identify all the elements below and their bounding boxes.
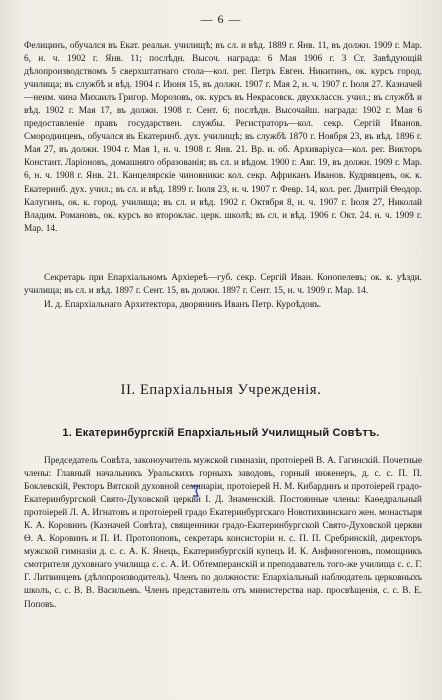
staff-paragraph: Фелицинъ, обучался въ Екат. реальн. училищѣ; въ сл. и вѣд. 1889 г. Янв. 11, въ должн. 1909 г. Мар. 6, н. ч. 1902 г. Янв. 11; послѣдн. Высоч. награда: 6 Мая 1906 г. 3 Ст. Завѣдующій дѣлопроизводствомъ 5 сверхштатнаго стола—кол. рег. Петръ Евген. Никитинъ, ок. курсъ город. училища; въ службѣ и вѣд. 1904 г. Июня 15, въ должн. 1907 г. Мая 2, н. ч. 1907 г. Іюля 27. Казначей—неим. чина Михаилъ Григор. Морозовъ, ок. курсъ въ Некрасовск. двухклассн. учил.; въ службѣ и вѣд. 1902 г. Мая 17, въ должн. 1908 г. Сент. 6; послѣдн. Высочайш. награда: 1902 г. Мая 6 предоставленіе правъ государствен. службы. Регистраторъ—кол. секр. Сергій Иванов. Смородинцевъ, обучался въ Екатеринб. дух. училищѣ; въ службѣ 1870 г. Ноября 23, въ вѣд. 1896 г. Мая 27, въ должн. 1904 г. Мая 1, н. ч. 1908 г. Янв. 21. Вр. и. об. Архиваріуса—кол. рег. Викторъ Констант. Ларіоновъ, домашняго образованія; въ сл. и вѣдом. 1900 г. Авг. 19, въ должн. 1909 г. Мар. 6, н. ч. 1908 г. Янв. 21. Канцелярскіе чиновники: кол. секр. Африканъ Иванов. Кудрявцевъ, ок. к. Екатеринб. дух. учил.; въ сл. и вѣд. 1899 г. Іюля 23, н. ч. 1907 г. Февр. 14, кол. рег. Дмитрій Ѳеодор. Калугинъ, ок. к. город. училища; въ сл. и вѣд. 1902 г. Октября 8, н. ч. 1907 г. Іюля 27, Николай Владим. Романовъ, ок. курсъ во второклас. церк. школѣ; въ сл. и вѣд. 1906 г. Окт. 24. н. ч. 1909 г. Мар. 14. [24, 41, 422, 234]
council-paragraph: Председатель Совѣта, законоучитель мужской гимназіи, протоіерей В. А. Гагинскій. Почетные члены: Главный начальникъ Уральскихъ горныхъ заводовъ, горный инженеръ, д. с. с. П. П. Боклевскій, Ректоръ Вятской духовной семинаріи, протоіерей Н. М. Кибардинъ и протоіерей градо-Екатеринбургской Свято-Духовской церкви І. Д. Знаменскій. Постоянные члены: Каѳедральный протоіерей Л. А. Игнатовъ и протоіерей градо Екатеринбургскаго Новотихвинскаго жен. монастыря К. А. Коровинъ (Казначей Совѣта), священники градо-Екатеринбургской Свято-Духовской церкви Ѳ. А. Коровинъ и П. И. Протопоповъ, секретарь консисторіи н. с. П. П. Сребринскій, директоръ мужской гимназіи д. с. с. А. К. Янецъ, Екатеринбургскій купецъ И. К. Анфиногеновъ, помощникъ смотрителя духовнаго училища с. с. А. И. Обтемперанскій и преподаватель того-же училища с. с. Г. Г. Литвинцевъ (дѣлопроизводитель). Членъ по должности: Епархіальный наблюдатель церковныхъ школъ, с. с. В. В. Васильевъ. Членъ представитель отъ министерства нар. просвѣщенія, с. с. В. Е. Поповъ. [24, 456, 422, 610]
secretary-paragraph: Секретарь при Епархіальномъ Архіереѣ—губ. секр. Сергій Иван. Конопелевъ; ок. к. уѣзди. училища; въ сл. и вѣд. 1897 г. Сент. 15, въ должн. 1897 г. Сент. 15, н. ч. 1909 г. Мар. 14. [24, 273, 422, 297]
section-heading: II. Епархіальныя Учрежденія. [120, 382, 322, 398]
ink-mark-icon [190, 485, 200, 497]
subsection-heading: 1. Екатеринбургскій Епархіальный Училищный Совѣтъ. [62, 427, 380, 439]
page-number: — 6 — [200, 12, 242, 26]
architect-paragraph: И. д. Епархіальнаго Архитектора, дворянинъ Иванъ Петр. Куроѣдовъ. [44, 300, 322, 310]
